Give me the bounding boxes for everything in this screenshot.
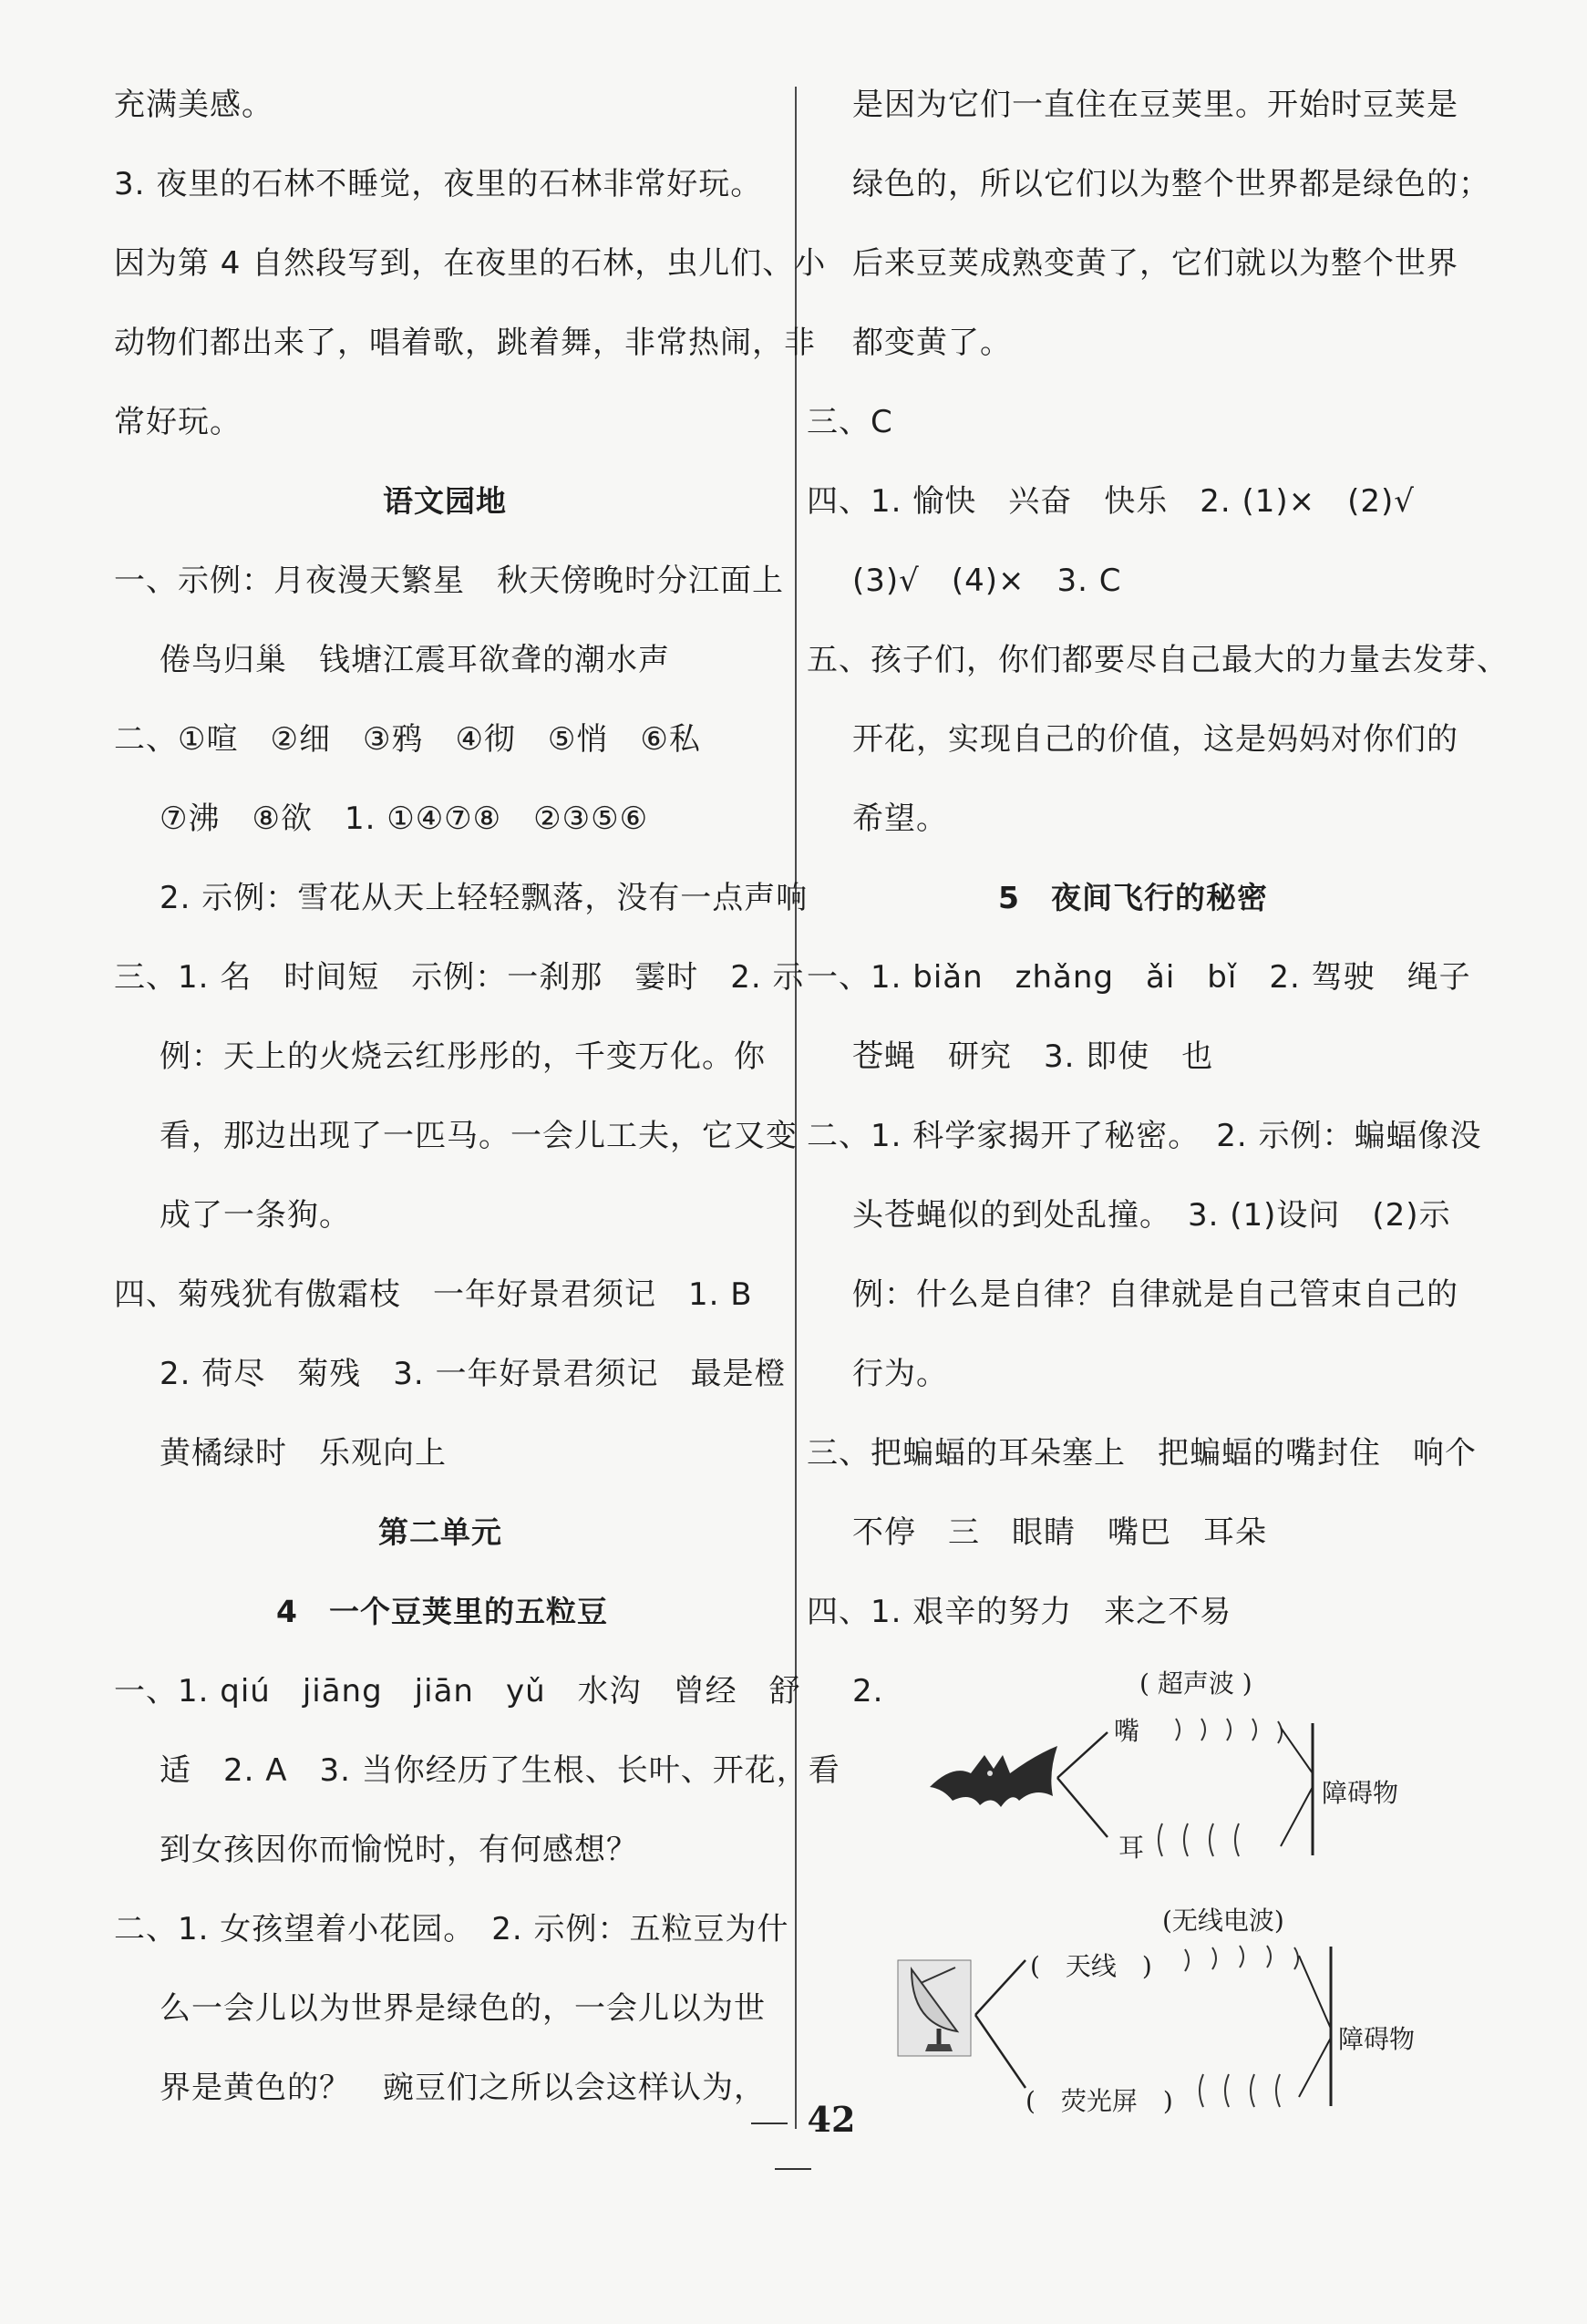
footer-dash-left — [751, 2123, 788, 2124]
page-number-text: 42 — [807, 2099, 856, 2140]
text-line: 么一会儿以为世界是绿色的，一会儿以为世 — [160, 1990, 766, 2027]
obstacle-label: 障碍物 — [1322, 1778, 1399, 1808]
text-line: 不停 三 眼睛 嘴巴 耳朵 — [852, 1514, 1267, 1551]
mouth-label: 嘴 — [1114, 1716, 1140, 1746]
text-line: 行为。 — [852, 1356, 948, 1392]
text-line: 常好玩。 — [114, 404, 242, 440]
text-line: 例：天上的火烧云红彤彤的，千变万化。你 — [160, 1038, 766, 1075]
text-line: 界是黄色的？ 豌豆们之所以会这样认为， — [160, 2070, 766, 2106]
text-line: 四、1. 愉快 兴奋 快乐 2. (1)× (2)√ — [807, 483, 1415, 520]
text-line: 四、菊残犹有傲霜枝 一年好景君须记 1. B — [114, 1276, 753, 1313]
page-number — [702, 2097, 884, 2188]
text-line: 一、1. qiú jiāng jiān yǔ 水沟 曾经 舒 — [114, 1673, 801, 1709]
text-line: 动物们都出来了，唱着歌，跳着舞，非常热闹，非 — [114, 325, 816, 361]
text-line: 苍蝇 研究 3. 即使 也 — [852, 1038, 1214, 1075]
text-line: ⑦沸 ⑧欲 1. ①④⑦⑧ ②③⑤⑥ — [160, 800, 649, 837]
lesson-heading: 4 一个豆荚里的五粒豆 — [276, 1594, 608, 1629]
text-line: 希望。 — [852, 800, 948, 837]
antenna-label: ( 天线 ) — [1030, 1951, 1152, 1981]
radio-wave-label: (无线电波) — [1162, 1906, 1284, 1936]
text-line: 头苍蝇似的到处乱撞。 3. (1)设问 (2)示 — [852, 1197, 1451, 1234]
text-line: 2. 示例：雪花从天上轻轻飘落，没有一点声响 — [160, 880, 809, 916]
text-line: 倦鸟归巢 钱塘江震耳欲聋的潮水声 — [160, 642, 670, 678]
text-line: 例：什么是自律？自律就是自己管束自己的 — [852, 1276, 1458, 1313]
text-line: 开花，实现自己的价值，这是妈妈对你们的 — [852, 721, 1458, 758]
radar-dish-icon — [898, 1960, 971, 2056]
text-line: 后来豆荚成熟变黄了，它们就以为整个世界 — [852, 245, 1458, 282]
lesson-heading: 5 夜间飞行的秘密 — [998, 880, 1268, 915]
text-line: 一、1. biǎn zhǎng ǎi bǐ 2. 驾驶 绳子 — [807, 959, 1471, 996]
text-line: 成了一条狗。 — [160, 1197, 351, 1234]
screen-label: ( 荧光屏 ) — [1025, 2086, 1173, 2116]
text-line: 到女孩因你而愉悦时，有何感想？ — [160, 1832, 638, 1868]
text-line: 看，那边出现了一匹马。一会儿工夫，它又变 — [160, 1118, 798, 1154]
text-line: 一、示例：月夜漫天繁星 秋天傍晚时分江面上 — [114, 563, 784, 599]
text-line: 二、①喧 ②细 ③鸦 ④彻 ⑤悄 ⑥私 — [114, 721, 701, 758]
figure-item-number: 2. — [852, 1673, 884, 1709]
ear-label: 耳 — [1118, 1833, 1145, 1863]
text-line: 黄橘绿时 乐观向上 — [160, 1435, 447, 1472]
text-line: 二、1. 女孩望着小花园。 2. 示例：五粒豆为什 — [114, 1911, 789, 1947]
text-line: 五、孩子们，你们都要尽自己最大的力量去发芽、 — [807, 642, 1509, 678]
text-line: 都变黄了。 — [852, 325, 1012, 361]
text-line: 三、C — [807, 404, 893, 440]
text-line: 三、1. 名 时间短 示例：一刹那 霎时 2. 示 — [114, 959, 805, 996]
section-heading: 语文园地 — [383, 483, 507, 519]
obstacle-label: 障碍物 — [1338, 2024, 1416, 2054]
footer-dash-right — [775, 2168, 811, 2170]
text-line: 四、1. 艰辛的努力 来之不易 — [807, 1594, 1232, 1630]
text-line: 充满美感。 — [114, 87, 273, 123]
text-line: 适 2. A 3. 当你经历了生根、长叶、开花，看 — [160, 1752, 840, 1789]
text-line: 三、把蝙蝠的耳朵塞上 把蝙蝠的嘴封住 响个 — [807, 1435, 1477, 1472]
text-line: 二、1. 科学家揭开了秘密。 2. 示例：蝙蝠像没 — [807, 1118, 1482, 1154]
text-line: (3)√ (4)× 3. C — [852, 563, 1122, 599]
text-line: 是因为它们一直住在豆荚里。开始时豆荚是 — [852, 87, 1458, 123]
text-line: 绿色的，所以它们以为整个世界都是绿色的； — [852, 166, 1490, 202]
text-line: 2. 荷尽 菊残 3. 一年好景君须记 最是橙 — [160, 1356, 787, 1392]
text-line: 3. 夜里的石林不睡觉，夜里的石林非常好玩。 — [114, 166, 763, 202]
ultrasonic-label: ( 超声波 ) — [1139, 1668, 1252, 1699]
text-line: 因为第 4 自然段写到，在夜里的石林，虫儿们、小 — [114, 245, 827, 282]
unit-heading: 第二单元 — [378, 1514, 502, 1550]
